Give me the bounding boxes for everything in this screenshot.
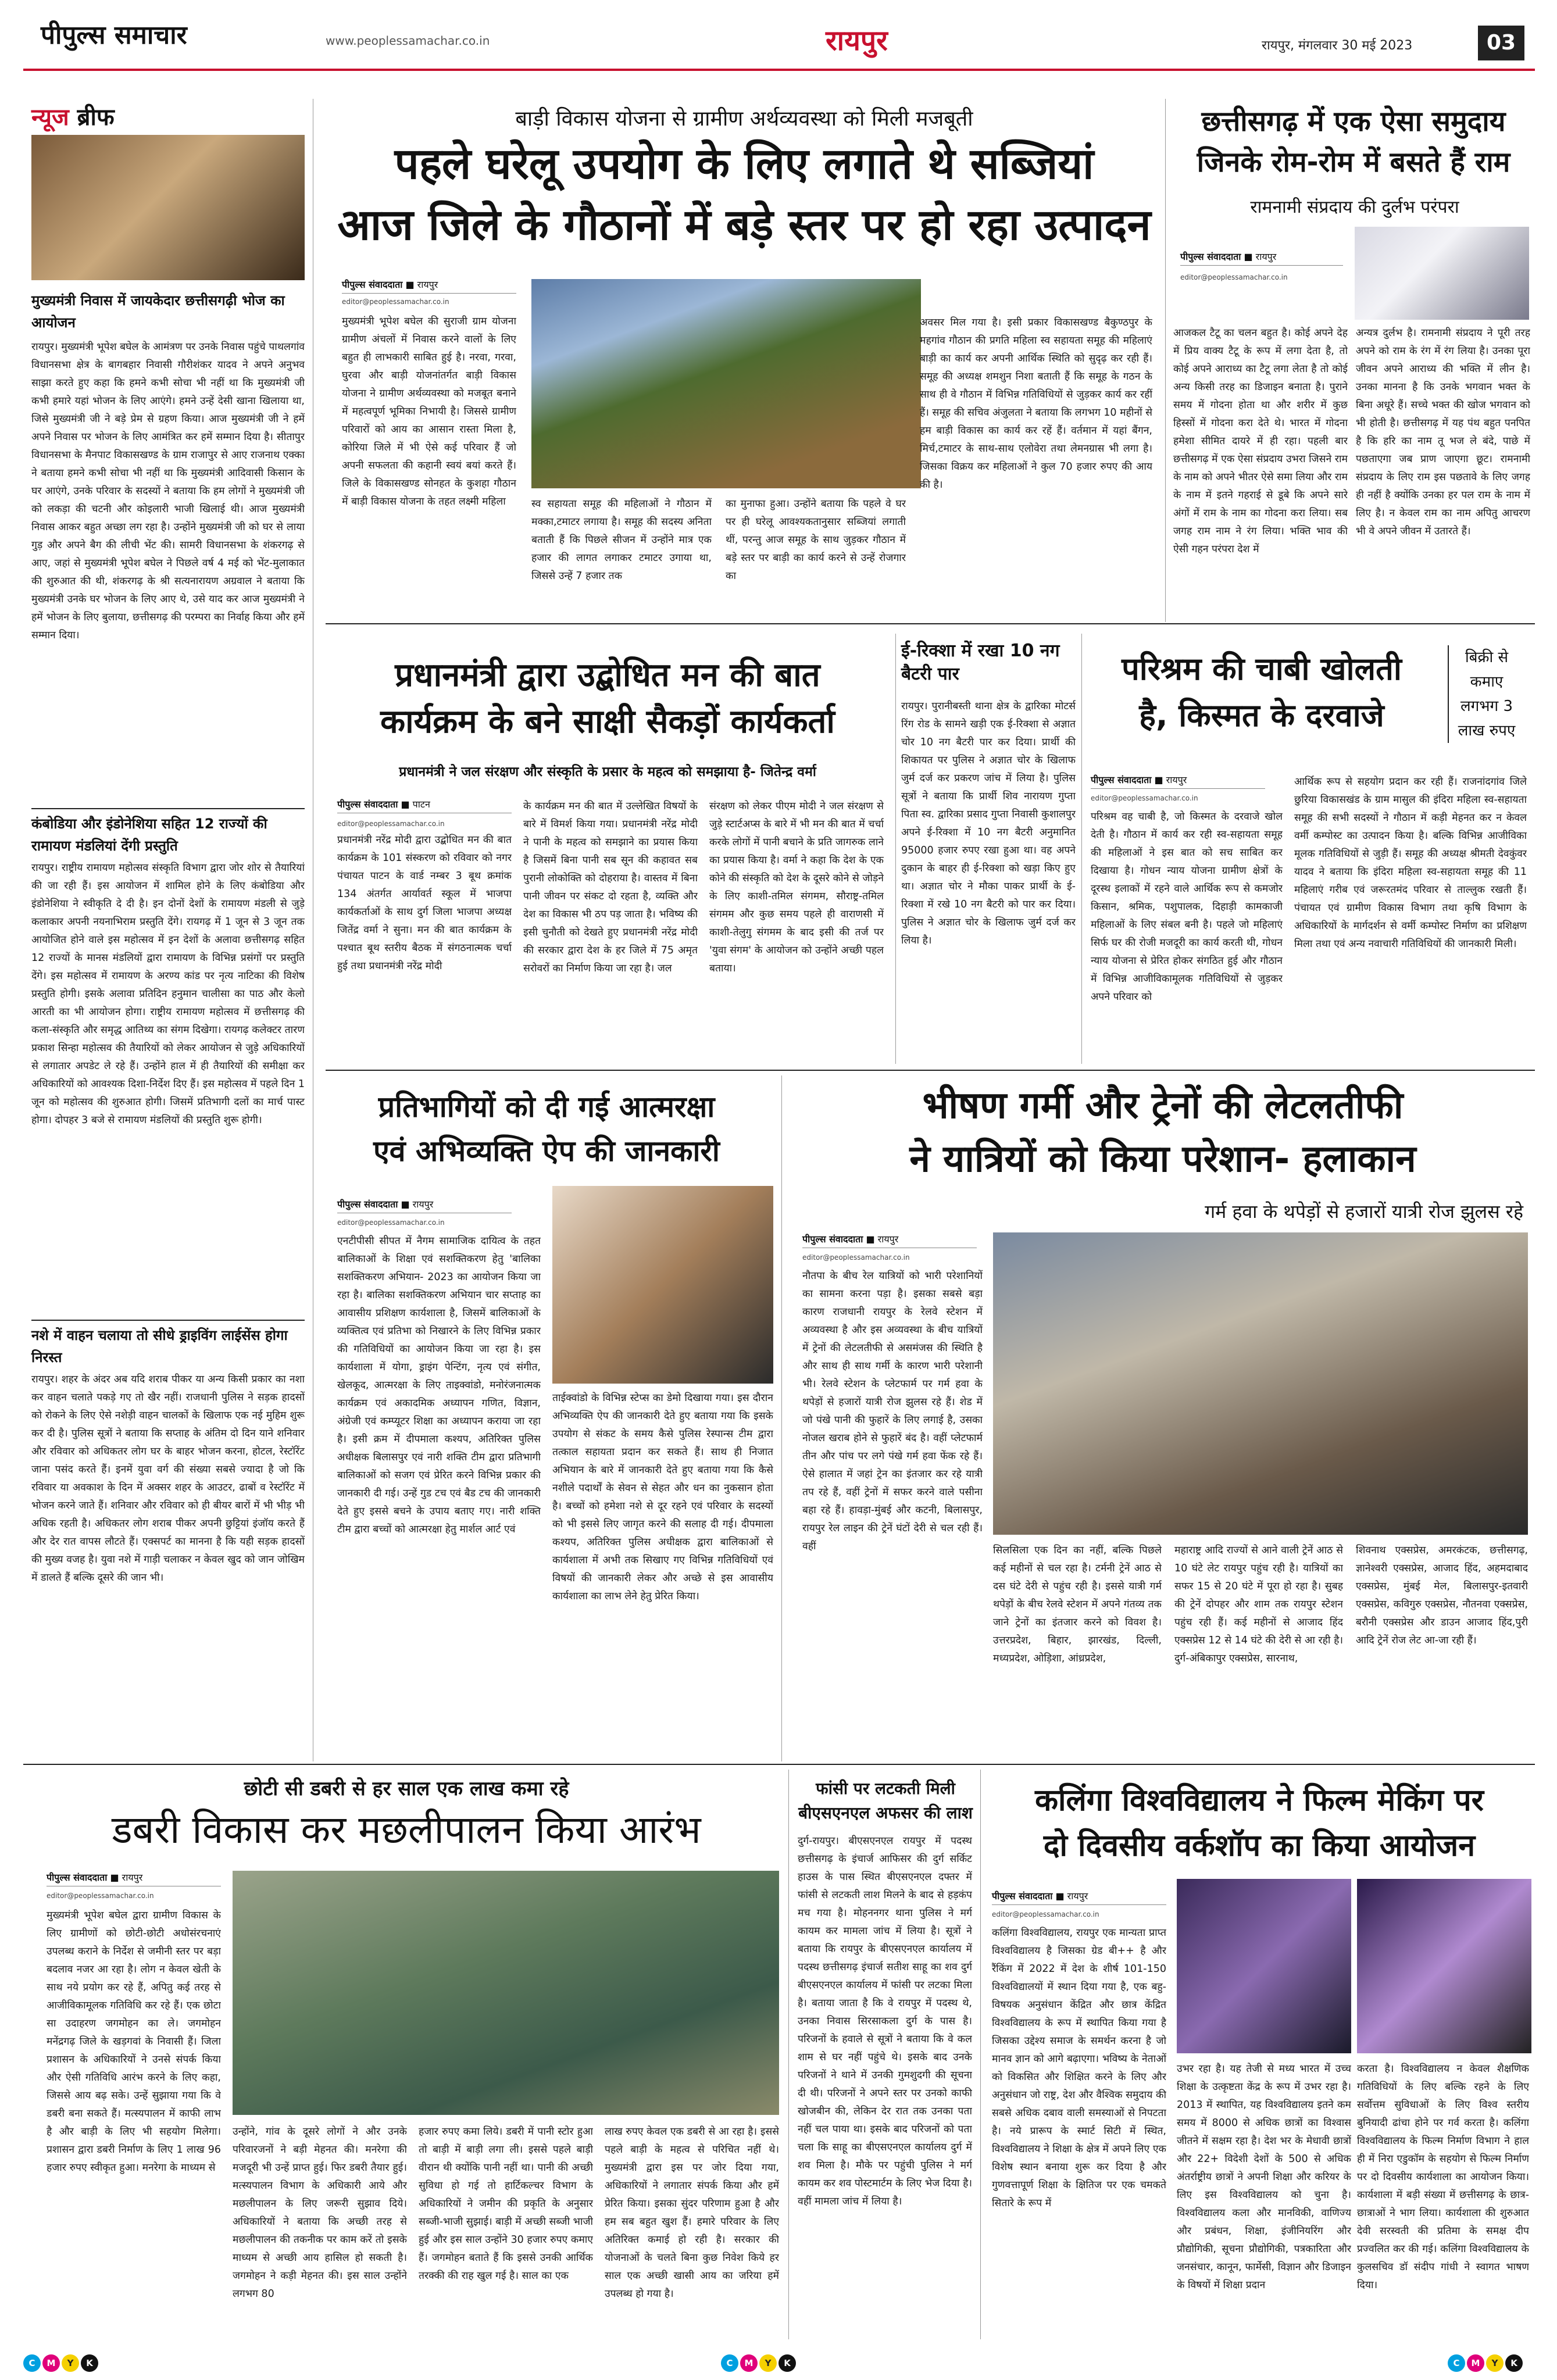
kalinga-col-3: करता है। विश्वविद्यालय न केवल शैक्षणिक गतिविधियों के लिए बल्कि रहने के लिए सर्वोत्तम सुविधाओं के लिए विश्व स्तरीय बुनियादी ढांचा होने पर गर्व करता है। कलिंगा विश्वविद्यालय के फिल्म निर्माण विभाग ने हाल ही में निरा एडुकॉम के सहयोग से फिल्म निर्माण पर दो दिवसीय कार्यशाला का आयोजन किया। कार्यशाला में बड़ी संख्या में छत्तीसगढ़ के छात्र-छात्राओं ने भाग लिया। कार्यशाला की शुरुआत देवी सरस्वती की प्रतिमा के समक्ष दीप प्रज्वलित कर की गई। कलिंगा विश्वविद्यालय के कुलसचिव डॉ संदीप गांधी ने स्वागत भाषण दिया। <box>1357 2063 1529 2291</box>
parishram-byline: पीपुल्स संवाददाता ■ रायपुर <box>1091 773 1265 789</box>
kalinga-photo-1 <box>1177 1879 1351 2053</box>
ram-col-1: आजकल टैटू का चलन बहुत है। कोई अपने देह में प्रिय वाक्य टैटू के रूप में लगा देता है, तो कोई अपने आराध्य का टैटू लगा लेता है तो कोई अन्य किसी तरह का डिजाइन बनाता है। पुराने समय में गोदना होता था और शरीर में कुछ हिस्सों में गोदना करा देते थे। भारत में गोदना हमेशा सीमित दायरे में ही रहा। पहली बार छत्तीसगढ़ में एक ऐसा संप्रदाय उभरा जिसने राम के नाम को अपने भीतर ऐसे समा लिया और राम के नाम में इतने गहराई से डूबे कि अपने सारे अंगों में राम के नाम का गोदना करा लिया। सब जगह राम नाम ने रंग लिया। भक्ति भाव की ऐसी गहन परंपरा देश में <box>1173 327 1348 555</box>
lead-kicker: बाड़ी विकास योजना से ग्रामीण अर्थव्यवस्था को मिली मजबूती <box>515 107 973 131</box>
section-rule-3 <box>23 1764 1535 1765</box>
kalinga-photo-2 <box>1357 1879 1531 2053</box>
suicide-kalinga-rule <box>980 1770 981 2339</box>
selfdef-col-1: एनटीपीसी सीपत में नैगम सामाजिक दायित्व के तहत बालिकाओं के शिक्षा एवं सशक्तिकरण हेतु 'बालिका सशक्तिकरण अभियान- 2023 का आयोजन किया जा रहा है। बालिका सशक्तिकरण अभियान चार सप्ताह का आवासीय प्रशिक्षण कार्यशाला है, जिसमें बालिकाओं के व्यक्तित्व एवं प्रतिभा को निखारने के लिए विभिन्न प्रकार की गतिविधियों का आयोजन किया जा रहा है। इस कार्यशाला में योगा, ड्राइंग पेन्टिंग, नृत्य एवं संगीत, खेलकूद, आत्मरक्षा के लिए ताइक्वांडो, मनोरंजनात्मक कार्यक्रम एवं अकादमिक अध्यापन गणित, विज्ञान, अंग्रेजी एवं कम्प्यूटर शिक्षा का अध्यापन कराया जा रहा है। इसी क्रम में दीपमाला कश्यप, अतिरिक्त पुलिस अधीक्षक बिलासपुर एवं नारी शक्ति टीम द्वारा प्रतिभागी बालिकाओं को सजग एवं प्रेरित करने विभिन्न प्रकार की जानकारी दी गई। उन्हें गुड टच एवं बैड टच की जानकारी देते हुए इससे बचने के उपाय बताए गए। नारी शक्ति टीम द्वारा बच्चों को आत्मरक्षा हेतु मार्शल आर्ट एवं <box>337 1235 541 1535</box>
ramnami-photo <box>1355 227 1529 320</box>
cmyk-k-mark: K <box>1505 2354 1523 2372</box>
cmyk-m-mark: M <box>740 2354 758 2372</box>
cmyk-m-mark: M <box>42 2354 60 2372</box>
issue-date: रायपुर, मंगलवार 30 मई 2023 <box>1262 38 1413 53</box>
selfdef-byline-name: पीपुल्स संवाददाता <box>337 1199 398 1210</box>
heat-headline-1: भीषण गर्मी और ट्रेनों की लेटलतीफी <box>922 1084 1404 1127</box>
lead-farm-photo <box>531 279 921 488</box>
mkb-byline-name: पीपुल्स संवाददाता <box>337 799 398 810</box>
newspaper-logo: पीपुल्स समाचार <box>41 20 187 50</box>
lead-headline-1: पहले घरेलू उपयोग के लिए लगाते थे सब्जियां <box>394 139 1094 189</box>
parishram-byline-city: रायपुर <box>1166 774 1187 785</box>
lead-col-2: स्व सहायता समूह की महिलाओं ने गौठान में मक्का,टमाटर लगाया है। समूह की सदस्य अनिता बताती हैं कि पिछले सीजन में उन्होंने मात्र एक हजार की लागत लगाकर टमाटर उगाया था, जिससे उन्हें 7 हजार तक <box>531 498 712 582</box>
mkb-col-2: के कार्यक्रम मन की बात में उल्लेखित विषयों के बारे में विमर्श किया गया। प्रधानमंत्री नरेंद्र मोदी ने पानी के महत्व को समझाने का प्रयास किया है जिसमें बिना पानी सब सून की कहावत सब पुरानी लोकोक्ति को दोहराया है। वास्तव में बिना पानी जीवन पर संकट दो रहता है, व्यक्ति और देश का विकास भी ठप पड़ जाता है। भविष्य की इसी चुनौती को देखते हुए प्रधानमंत्री नरेंद्र मोदी की सरकार द्वारा देश के हर जिले में 75 अमृत सरोवरों का निर्माण किया जा रहा है। जल <box>523 801 698 974</box>
fish-pond-photo <box>233 1871 779 2115</box>
mkb-col-1: प्रधानमंत्री नरेंद्र मोदी द्वारा उद्बोधित मन की बात कार्यक्रम के 101 संस्करण को रविवार को नगर पंचायत पाटन के वार्ड नम्बर 3 बूथ क्रमांक 134 अंतर्गत आर्यावर्त स्कूल में भाजपा कार्यकर्ताओं के साथ दुर्ग जिला भाजपा अध्यक्ष जितेंद्र वर्मा ने सुना। मन की बात कार्यक्रम के पश्चात बूथ स्तरीय बैठक में संगठनात्मक चर्चा हुई तथा प्रधानमंत्री नरेंद्र मोदी <box>337 834 512 972</box>
ram-headline-1: छत्तीसगढ़ में एक ऐसा समुदाय <box>1201 105 1506 138</box>
ram-byline-city: रायपुर <box>1255 251 1277 262</box>
parishram-headline-2: है, किस्मत के दरवाजे <box>1139 697 1384 734</box>
dabri-suicide-rule <box>788 1770 789 2339</box>
parishram-side-note: बिक्री से कमाए लगभग 3 लाख रुपए <box>1448 645 1524 743</box>
lead-byline-name: पीपुल्स संवाददाता <box>342 279 403 290</box>
parishram-col-2: आर्थिक रूप से सहयोग प्रदान कर रही हैं। राजनांदगांव जिले छुरिया विकासखंड के ग्राम मासुल की इंदिरा महिला स्व-सहायता समूह की सभी सदस्यों ने गौठान में कड़ी मेहनत कर न केवल वर्मी कम्पोस्ट का उत्पादन किया है। बल्कि विभिन्न आजीविका मूलक गतिविधियों से जुड़ी हैं। समूह की अध्यक्ष श्रीमती देवकुंवर यादव ने बताया कि इंदिरा महिला स्व-सहायता समूह की 11 महिलाएं गरीब एवं जरूरतमंद परिवार से ताल्लुक रखती हैं। पंचायत एवं ग्रामीण विकास विभाग तथा कृषि विभाग के अधिकारियों के मार्गदर्शन से वर्मी कम्पोस्ट निर्माण का प्रशिक्षण मिला तथा एवं अन्य नवाचारी गतिविधियों की जानकारी मिली। <box>1294 776 1527 950</box>
lead-col-1: मुख्यमंत्री भूपेश बघेल की सुराजी ग्राम योजना ग्रामीण अंचलों में निवास करने वालों के लिए बहुत ही लाभकारी साबित हुई है। नरवा, गरवा, घुरवा और बाड़ी योजनांतर्गत बाड़ी विकास योजना ने ग्रामीण अर्थव्यवस्था को मजबूत बनाने में महत्वपूर्ण भूमिका निभायी है। जिससे ग्रामीण परिवारों को आय का आसान रास्ता मिला है, कोरिया जिले में भी ऐसे कई परिवार हैं जो अपनी सफलता की कहानी स्वयं बयां करते हैं। जिले के विकासखण्ड सोनहत के कुशहा गौठान में बाड़ी विकास योजना के तहत लक्ष्मी महिला <box>342 316 516 508</box>
brief-2-headline: कंबोडिया और इंडोनेशिया सहित 12 राज्यों की रामायण मंडलियां देंगी प्रस्तुति <box>31 816 267 854</box>
cmyk-c-mark: C <box>1448 2354 1465 2372</box>
mkb-byline-city: पाटन <box>412 799 430 810</box>
cmyk-k-mark: K <box>779 2354 796 2372</box>
erickshaw-headline: ई-रिक्शा में रखा 10 नग बैटरी पार <box>901 641 1060 684</box>
section-rule-2 <box>326 1070 1535 1071</box>
heat-byline-city: रायपुर <box>877 1234 899 1245</box>
suicide-headline-1: फांसी पर लटकती मिली <box>816 1779 955 1798</box>
kalinga-headline-1: कलिंगा विश्वविद्यालय ने फिल्म मेकिंग पर <box>1035 1783 1484 1818</box>
section-rule-1 <box>326 623 1535 624</box>
kalinga-col-2: उभर रहा है। यह तेजी से मध्य भारत में उच्च शिक्षा के उत्कृष्टता केंद्र के रूप में उभर रहा है। 2013 में स्थापित, यह विश्वविद्यालय इतने कम समय में 8000 से अधिक छात्रों का विश्वास जीतने में सक्षम रहा है। देश भर के मेधावी छात्रों और 22+ विदेशी देशों के 500 से अधिक अंतर्राष्ट्रीय छात्रों ने अपनी शिक्षा और करियर के लिए इस विश्वविद्यालय को चुना है। विश्वविद्यालय कला और मानविकी, वाणिज्य और प्रबंधन, शिक्षा, इंजीनियरिंग और प्रौद्योगिकी, सूचना प्रौद्योगिकी, पत्रकारिता और जनसंचार, कानून, फार्मेसी, विज्ञान और डिजाइन के विषयों में शिक्षा प्रदान <box>1177 2063 1351 2291</box>
parishram-col-1: परिश्रम वह चाबी है, जो किस्मत के दरवाजे खोल देती है। गौठान में कार्य कर रही स्व-सहायता समूह की महिलाओं ने इस बात को सच साबित कर दिखाया है। गोधन न्याय योजना ग्रामीण क्षेत्रों के दूरस्थ इलाकों में रहने वाले आर्थिक रूप से कमजोर किसान, श्रमिक, पशुपालक, दिहाड़ी कामकाजी महिलाओं के लिए संबल बनी है। पहले जो महिलाएं सिर्फ घर की रोजी मजदूरी का कार्य करती थी, गोधन न्याय योजना से प्रेरित होकर संगठित हुई और गौठान में विभिन्न आजीविकामूलक गतिविधियों से जुड़कर अपने परिवार को <box>1091 811 1283 1003</box>
mkb-headline-1: प्रधानमंत्री द्वारा उद्बोधित मन की बात <box>395 656 820 694</box>
kalinga-byline-name: पीपुल्स संवाददाता <box>992 1891 1053 1902</box>
dabri-col-1: मुख्यमंत्री भूपेश बघेल द्वारा ग्रामीण विकास के लिए ग्रामीणों को छोटी-छोटी अधोसंरचनाएं उपलब्ध कराने के निर्देश से जमीनी स्तर पर बड़ा बदलाव नजर आ रहा है। लोग न केवल खेती के साथ नये प्रयोग कर रहे हैं, अपितु कई तरह से आजीविकामूलक गतिविधि कर रहे हैं। एक छोटा सा उदाहरण जगमोहन का ले। जगमोहन मनेंद्रगढ़ जिले के खड़गवां के निवासी हैं। जिला प्रशासन के अधिकारियों ने उनसे संपर्क किया और ऐसी गतिविधि आरंभ करने के लिए कहा, जिससे आय बढ़ सके। उन्हें सुझाया गया कि वे डबरी बना सकते हैं। मत्स्यपालन में काफी लाभ है और बाड़ी के लिए भी सहयोग मिलेगा। प्रशासन द्वारा डबरी निर्माण के लिए 1 लाख 96 हजार रुपए स्वीकृत हुआ। मनरेगा के माध्यम से <box>47 1910 221 2174</box>
cm-lunch-photo <box>31 135 305 280</box>
cmyk-c-mark: C <box>721 2354 738 2372</box>
brief-1-body: रायपुर। मुख्यमंत्री भूपेश बघेल के आमंत्रण पर उनके निवास पहुंचे पाथलगांव विधानसभा क्षेत्र के बागबहार निवासी गौरीशंकर यादव ने अपने अनुभव साझा करते हुए कहा कि हमने कभी सोचा भी नहीं था कि मुख्यमंत्री जी कभी हमारे यहां भोजन के लिए आएंगे। हमने उन्हें देसी खाना खिलाया था, जिसे मुख्यमंत्री जी ने बड़े प्रेम से ग्रहण किया। आज मुख्यमंत्री जी ने हमें अपने निवास पर भोजन के लिए आमंत्रित कर हमें सम्मान दिया है। सीतापुर विधानसभा के मैनपाट विकासखण्ड के ग्राम राजापुर से आए राजनाथ एक्का ने बताया हमने कभी सोचा भी नहीं था कि मुख्यमंत्री आदिवासी किसान के घर आएंगे, उनके परिवार के सदस्यों ने बताया कि हम लोगों ने मुख्यमंत्री जी को लकड़ा की चटनी और कोइलारी भाजी खिलाई थी। आज मुख्यमंत्री निवास आकर बहुत अच्छा लग रहा है। उन्होंने मुख्यमंत्री जी को घर से लाया गुड़ और अपने बैग की लीची भेंट की। सामरी विधानसभा के शंकरगढ़ से आए, जहां से मुख्यमंत्री भूपेश बघेल ने पिछले वर्ष 4 मई को भेंट-मुलाकात की शुरुआत की थी, शंकरगढ़ के श्री सत्यनारायण अग्रवाल ने बताया कि मुख्यमंत्री उनके घर भोजन के लिए आए थे, उसे याद कर आज मुख्यमंत्री ने हमें भोजन के लिए बुलाया, छत्तीसगढ़ की परम्परा का निर्वाह किया और हमें सम्मान दिया। <box>31 341 305 641</box>
cmyk-y-mark: Y <box>759 2354 777 2372</box>
brief-3-body: रायपुर। शहर के अंदर अब यदि शराब पीकर या अन्य किसी प्रकार का नशा कर वाहन चलाते पकड़े गए तो खैर नहीं। राजधानी पुलिस ने सड़क हादसों को रोकने के लिए ऐसे नशेड़ी वाहन चालकों के खिलाफ एक नई मुहिम शुरू कर दी है। पुलिस सूत्रों ने बताया कि सप्ताह के अंतिम दो दिन याने शनिवार और रविवार को अधिकतर लोग घर के बाहर भोजन करना, होटल, रेस्टॉरेंट जाना पसंद करते हैं। इनमें युवा वर्ग की संख्या सबसे ज्यादा है जो कि रविवार या अवकाश के दिन में अक्सर शहर के आउटर, ढाबों व रेस्टॉरेंट में भोजन करने जाते हैं। शनिवार और रविवार को ही बीयर बारों में भी भीड़ भी अधिक रहती है। अधिकतर लोग शराब पीकर अपनी छुट्टियां इंजॉय करते हैं और देर रात वापस लौटते हैं। एक्सपर्ट का मानना है कि यही सड़क हादसों की मुख्य वजह है। युवा नशे में गाड़ी चलाकर न केवल खुद को जान जोखिम में डालते हैं बल्कि दूसरे की जान भी। <box>31 1374 305 1584</box>
dabri-headline: डबरी विकास कर मछलीपालन किया आरंभ <box>112 1807 701 1852</box>
lead-col-4: अवसर मिल गया है। इसी प्रकार विकासखण्ड बैकुण्ठपुर के महगांव गौठान की प्रगति महिला स्व सहायता समूह की महिलाएं बाड़ी का कार्य कर अपनी आर्थिक स्थिति को सुदृढ़ कर रही हैं। समूह की अध्यक्ष शमशुन निशा बताती हैं कि समूह के गठन के साथ ही वे गौठान में विभिन्न गतिविधियों से जुड़कर कार्य कर रहीं हैं। समूह की सचिव अंजुलता ने बताया कि लगभग 10 महीनों से हम बाड़ी विकास का कार्य कर रहें हैं। वर्तमान में यहां बैंगन, मिर्च,टमाटर के साथ-साथ एलोवेरा तथा लेमनग्रास भी लगा है। जिसका विक्रय कर महिलाओं ने कुल 70 हजार रुपए की आय की है। <box>920 317 1152 491</box>
suicide-headline-2: बीएसएनएल अफसर की लाश <box>798 1803 973 1822</box>
mkb-byline: पीपुल्स संवाददाता ■ पाटन <box>337 798 512 813</box>
lead-byline-city: रायपुर <box>417 279 438 290</box>
mkb-headline-2: कार्यक्रम के बने साक्षी सैकड़ों कार्यकर्ता <box>380 703 835 741</box>
cmyk-c-mark: C <box>23 2354 41 2372</box>
mkb-erickshaw-rule <box>895 634 896 1064</box>
cmyk-marks-left <box>23 2354 100 2372</box>
brief-1-headline: मुख्यमंत्री निवास में जायकेदार छत्तीसगढ़ी भोज का आयोजन <box>31 292 285 331</box>
dabri-byline-city: रायपुर <box>122 1872 143 1883</box>
ram-subhead: रामनामी संप्रदाय की दुर्लभ परंपरा <box>1250 197 1459 217</box>
kalinga-email[interactable]: editor@peoplessamachar.co.in <box>992 1910 1099 1918</box>
selfdef-col-2: ताईक्वांडो के विभिन्न स्टेप्स का डेमो दिखाया गया। इस दौरान अभिव्यक्ति ऐप की जानकारी देते हुए बताया गया कि इसके उपयोग से संकट के समय कैसे पुलिस रेस्पान्स टीम द्वारा तत्काल सहायता प्रदान कर सकते हैं। साथ ही निजात अभियान के बारे में जानकारी देते हुए बताया गया कि कैसे नशीले पदार्थों के सेवन से सेहत और धन का नुकसान होता है। बच्चों को हमेशा नशे से दूर रहने एवं परिवार के सदस्यों को भी इससे लिए जागृत करने की सलाह दी गई। दीपमाला कश्यप, अतिरिक्त पुलिस अधीक्षक द्वारा बालिकाओं से कार्यशाला में अभी तक सिखाए गए विभिन्न गतिविधियों एवं विषयों की जानकारी लेकर और अच्छे से इस आवासीय कार्यशाला का लाभ लेने हेतु प्रेरित किया। <box>552 1392 773 1602</box>
page-number: 03 <box>1478 26 1524 60</box>
ram-col-2: अन्यत्र दुर्लभ है। रामनामी संप्रदाय ने पूरी तरह अपने को राम के रंग में रंग लिया है। उनका पूरा जीवन अपने आराध्य की भक्ति में लीन है। उनका मानना है कि उनके भगवान भक्त के बिना अधूरे हैं। सच्चे भक्त की खोज भगवान को भी होती है। छत्तीसगढ़ में यह पंथ बहुत पनपित है कि हरि का नाम तू भज ले बंदे, पाछे में पछताएगा जब प्राण जाएगा छूट। रामनामी संप्रदाय के लिए राम इस पछतावे के लिए जगह ही नहीं है क्योंकि उनका हर पल राम के नाम में लिए है। न केवल राम का नाम अपितु आचरण भी वे अपने जीवन में उतारते हैं। <box>1356 327 1530 537</box>
railway-station-photo <box>993 1232 1528 1535</box>
cmyk-marks-right <box>1448 2354 1524 2372</box>
heat-col-2: सिलसिला एक दिन का नहीं, बल्कि पिछले कई महीनों से चल रहा है। टर्मनी ट्रेनें आठ से दस घंटे देरी से पहुंच रही है। इससे यात्री गर्म थपेड़ों के बीच रेलवे स्टेशन में अपने गंतव्य तक जाने ट्रेनों का इंतजार करने को विवश है। उत्तरप्रदेश, बिहार, झारखंड, दिल्ली, मध्यप्रदेश, ओड़िशा, आंध्रप्रदेश, <box>993 1545 1162 1664</box>
lead-col-3: का मुनाफा हुआ। उन्होंने बताया कि पहले वे घर पर ही घरेलू आवश्यकतानुसार सब्जियां लगाती थीं, परन्तु आज समूह के साथ जुड़कर गौठान में बड़े स्तर पर बाड़ी का कार्य करने से उन्हें रोजगार का <box>726 498 906 582</box>
heat-email[interactable]: editor@peoplessamachar.co.in <box>802 1253 910 1262</box>
suicide-body: दुर्ग-रायपुर। बीएसएनएल रायपुर में पदस्थ छत्तीसगढ़ के इंचार्ज आफिसर की दुर्ग सर्किट हाउस के पास स्थित बीएसएनएल दफ्तर में फांसी से लटकती लाश मिलने के बाद से हड़कंप मच गया है। मोहननगर थाना पुलिस ने मर्ग कायम कर मामला जांच में लिया है। सूत्रों ने बताया कि रायपुर के बीएसएनएल कार्यालय में पदस्थ छत्तीसगढ़ इंचार्ज सतीश साहू का शव दुर्ग बीएसएनएल कार्यालय में फांसी पर लटका मिला है। बताया जाता है कि वे रायपुर में पदस्थ थे, उनका निवास सिरसाकला दुर्ग के पास है। परिजनों के हवाले से सूत्रों ने बताया कि वे कल शाम से घर नहीं पहुंचे थे। इसके बाद उनके परिजनों ने थाने में उनकी गुमशुदगी की सूचना दी थी। परिजनों ने अपने स्तर पर उनको काफी खोजबीन की, लेकिन देर रात तक उनका पता नहीं चल पाया था। इसके बाद परिजनों को पता चला कि साहू का बीएसएनएल कार्यालय दुर्ग में शव मिला है। मौके पर पहुंची पुलिस ने मर्ग कायम कर शव पोस्टमार्टम के लिए भेज दिया है। वहीं मामला जांच में लिया है। <box>798 1835 972 2207</box>
ram-headline-2: जिनके रोम-रोम में बसते हैं राम <box>1197 146 1510 178</box>
cmyk-y-mark: Y <box>62 2354 79 2372</box>
mkb-email[interactable]: editor@peoplessamachar.co.in <box>337 820 445 828</box>
brief-brief-word: ब्रीफ <box>77 104 115 131</box>
ram-email[interactable]: editor@peoplessamachar.co.in <box>1180 273 1288 281</box>
heat-headline-2: ने यात्रियों को किया परेशान- हलाकान <box>909 1138 1416 1181</box>
selfdef-byline-city: रायपुर <box>412 1199 434 1210</box>
selfdef-headline-1: प्रतिभागियों को दी गई आत्मरक्षा <box>378 1090 715 1124</box>
cmyk-m-mark: M <box>1467 2354 1484 2372</box>
heat-col-4: शिवनाथ एक्सप्रेस, अमरकंटक, छत्तीसगढ़, ज्ञानेश्वरी एक्सप्रेस, आजाद हिंद, अहमदाबाद एक्सप्रेस, मुंबई मेल, बिलासपुर-इतवारी एक्सप्रेस, कविगुरु एक्सप्रेस, नौतनवा एक्सप्रेस, बरौनी एक्सप्रेस और डाउन आजाद हिंद,पुरी आदि ट्रेनें रोज लेट आ-जा रही हैं। <box>1356 1545 1528 1646</box>
dabri-byline: पीपुल्स संवाददाता ■ रायपुर <box>47 1871 221 1886</box>
cmyk-k-mark: K <box>81 2354 98 2372</box>
news-brief-label <box>31 100 115 132</box>
lead-byline: पीपुल्स संवाददाता ■ रायपुर <box>342 278 516 294</box>
kalinga-byline-city: रायपुर <box>1067 1891 1088 1902</box>
heat-subhead: गर्म हवा के थपेड़ों से हजारों यात्री रोज झुलस रहे <box>1205 1200 1523 1223</box>
brief-news-word: न्यूज <box>31 104 69 131</box>
lead-ram-rule <box>1165 99 1166 622</box>
mkb-subhead: प्रधानमंत्री ने जल संरक्षण और संस्कृति के प्रसार के महत्व को समझाया है- जितेन्द्र वर्मा <box>399 764 816 780</box>
brief-divider-2 <box>31 1320 305 1321</box>
kalinga-col-1: कलिंगा विश्वविद्यालय, रायपुर एक मान्यता प्राप्त विश्वविद्यालय है जिसका ग्रेड बी++ है और रैंकिंग में 2022 में देश के शीर्ष 101-150 विश्वविद्यालयों में स्थान दिया गया है, एक बहु-विषयक अनुसंधान केंद्रित और छात्र केंद्रित विश्वविद्यालय के रूप में स्थापित किया गया है जिसका उद्देश्य समाज के समर्थन करना है जो मानव ज्ञान को आगे बढ़ाएगा। भविष्य के नेताओं को विकसित और शिक्षित करने के लिए और अनुसंधान जो राष्ट्र, देश और वैश्विक समुदाय की सबसे अधिक दबाव वाली समस्याओं से निपटता है। नये प्रारूप के स्मार्ट सिटी में स्थित, विश्वविद्यालय ने शिक्षा के क्षेत्र में अपने लिए एक विशेष स्थान बनाया शुरू कर दिया है और गुणवत्तापूर्ण शिक्षा के क्षितिज पर एक चमकते सितारे के रूप में <box>992 1927 1166 2209</box>
dabri-col-2: उन्होंने, गांव के दूसरे लोगों ने और उनके परिवारजनों ने बड़ी मेहनत की। मनरेगा की मजदूरी भी उन्हें प्राप्त हुई। फिर डबरी तैयार हुई। मत्स्यपालन विभाग के अधिकारी आये और मछलीपालन के लिए जरूरी सुझाव दिये। अधिकारियों ने बताया कि अच्छी तरह से मछलीपालन की तकनीक पर काम करें तो इसके माध्यम से अच्छी आय हासिल हो सकती है। जगमोहन ने कड़ी मेहनत की। इस साल उन्होंने लगभग 80 <box>233 2126 407 2300</box>
selfdef-email[interactable]: editor@peoplessamachar.co.in <box>337 1218 445 1227</box>
website-url[interactable]: www.peoplessamachar.co.in <box>326 34 490 48</box>
lead-headline-2: आज जिले के गौठानों में बड़े स्तर पर हो रहा उत्पादन <box>337 200 1151 250</box>
brief-3-headline: नशे में वाहन चलाया तो सीधे ड्राइविंग लाईसेंस होगा निरस्त <box>31 1327 288 1366</box>
heat-col-1: नौतपा के बीच रेल यात्रियों को भारी परेशानियों का सामना करना पड़ा है। इसका सबसे बड़ा कारण राजधानी रायपुर के रेलवे स्टेशन में अव्यवस्था है और इस अव्यवस्था के बीच यात्रियों में ट्रेनों की लेटलतीफी से असमंजस की स्थिति है और साथ ही साथ गर्मी के कारण भारी परेशानी भी। रेलवे स्टेशन के प्लेटफार्म पर गर्म हवा के थपेड़ों से हजारों यात्री रोज झुलस रहे हैं। शेड में जो पंखे पानी की फुहारें के लिए लगाई है, उसका नोजल खराब होने से फुहारें बंद है। वहीं प्लेटफार्म तीन और पांच पर लगे पंखे गर्म हवा फेंक रहे हैं। ऐसे हालात में जहां ट्रेन का इंतजार कर रहे यात्री तप रहे हैं, वहीं ट्रेनों में सफर करने वाले पसीना बहा रहे हैं। हावड़ा-मुंबई और कटनी, बिलासपुर, रायपुर रेल लाइन की ट्रेनें घंटों देरी से चल रही हैं। वहीं <box>802 1270 983 1552</box>
heat-byline-name: पीपुल्स संवाददाता <box>802 1234 863 1245</box>
ram-byline: पीपुल्स संवाददाता ■ रायपुर <box>1180 250 1343 266</box>
selfdef-byline: पीपुल्स संवाददाता ■ रायपुर <box>337 1198 512 1213</box>
dabri-email[interactable]: editor@peoplessamachar.co.in <box>47 1892 154 1900</box>
masthead-rule <box>23 69 1535 71</box>
lead-email[interactable]: editor@peoplessamachar.co.in <box>342 298 449 306</box>
mkb-col-3: संरक्षण को लेकर पीएम मोदी ने जल संरक्षण से जुड़े स्टार्टअप्स के बारे में भी मन की बात में चर्चा करके लोगों में पानी बचाने के प्रति जागरुक लाने का प्रयास किया है। वर्मा ने कहा कि देश के एक कोने की संस्कृति को देश के दूसरे कोने से जोड़ने के लिए काशी-तमिल संगमम, सौराष्ट्र-तमिल संगमम और कुछ समय पहले ही वाराणसी में काशी-तेलुगु संगमम के बाद इसी की तर्ज पर 'युवा संगम' के आयोजन को उन्होंने अच्छी पहल बताया। <box>709 801 884 974</box>
brief-divider-1 <box>31 808 305 809</box>
erickshaw-body: रायपुर। पुरानीबस्ती थाना क्षेत्र के द्वारिका मोटर्स रिंग रोड के सामने खड़ी एक ई-रिक्शा से अज्ञात चोर 10 नग बैटरी पार कर दिया। प्रार्थी की शिकायत पर पुलिस ने अज्ञात चोर के खिलाफ जुर्म दर्ज कर प्रकरण जांच में लिया है। पुलिस सूत्रों ने बताया कि प्रार्थी शिव नारायण गुप्ता पिता स्व. द्वारिका प्रसाद गुप्ता निवासी कुशालपुर अपने ई-रिक्शा में 10 नग बैटरी अनुमानित 95000 हजार रुपए रखा हुआ था। वह अपने दुकान के बाहर ही ई-रिक्शा को खड़ा किए हुए था। अज्ञात चोर ने मौका पाकर प्रार्थी के ई-रिक्शा में रखे 10 नग बैटरी को पार कर दिया। पुलिस ने अज्ञात चोर के खिलाफ जुर्म दर्ज कर लिया है। <box>901 701 1076 946</box>
cmyk-y-mark: Y <box>1486 2354 1504 2372</box>
dabri-col-4: लाख रुपए केवल एक डबरी से आ रहा है। इससे पहले बाड़ी के महत्व से परिचित नहीं थे। मुख्यमंत्री द्वारा इस पर जोर दिया गया, अधिकारियों ने लगातार संपर्क किया और हमें प्रेरित किया। इसका सुंदर परिणाम हुआ है और हम सब बहुत खुश हैं। हमारे परिवार के लिए अतिरिक्त कमाई हो रही है। सरकार की योजनाओं के चलते बिना कुछ निवेश किये हर साल एक अच्छी खासी आय का जरिया हमें उपलब्ध हो गया है। <box>605 2126 779 2300</box>
selfdef-heat-rule <box>781 1075 782 1761</box>
masthead <box>0 0 1557 70</box>
dabri-col-3: हजार रुपए कमा लिये। डबरी में पानी स्टोर हुआ तो बाड़ी में बाड़ी लगा ली। इससे पहले बाड़ी वीरान थी क्योंकि पानी नहीं था। पानी की अच्छी सुविधा हो गई तो हार्टिकल्चर विभाग के अधिकारियों ने जमीन की प्रकृति के अनुसार सब्जी-भाजी सुझाई। बाड़ी में अच्छी सब्जी भाजी हुई और इस साल उन्होंने 30 हजार रुपए कमाए हैं। जगमोहन बताते हैं कि इससे उनकी आर्थिक तरक्की की राह खुल गई है। साल का एक <box>419 2126 593 2282</box>
parishram-email[interactable]: editor@peoplessamachar.co.in <box>1091 794 1198 802</box>
heat-col-3: महाराष्ट्र आदि राज्यों से आने वाली ट्रेनें आठ से 10 घंटे लेट रायपुर पहुंच रही है। यात्रियों का सफर 15 से 20 घंटे में पूरा हो रहा है। सुबह की ट्रेनें दोपहर और शाम तक रायपुर स्टेशन पहुंच रही हैं। कई महीनों से आजाद हिंद एक्सप्रेस 12 से 14 घंटे की देरी से आ रही है। दुर्ग-अंबिकापुर एक्सप्रेस, सारनाथ, <box>1174 1545 1343 1664</box>
ram-byline-name: पीपुल्स संवाददाता <box>1180 251 1241 262</box>
brief-2-body: रायपुर। राष्ट्रीय रामायण महोत्सव संस्कृति विभाग द्वारा जोर शोर से तैयारियां की जा रही हैं। इस आयोजन में शामिल होने के लिए कंबोडिया और इंडोनेशिया ने स्वीकृति दे दी है। इन दोनों देशों के रामायण मंडली से जुड़े कलाकार अपनी नयनाभिराम प्रस्तुति देंगे। रायगढ़ में 1 जून से 3 जून तक आयोजित होने वाले इस महोत्सव में इन देशों के अलावा छत्तीसगढ़ सहित 12 राज्यों के मानस मंडलियों द्वारा रामायण के विभिन्न प्रसंगों पर प्रस्तुति देंगे। इस महोत्सव में रामायण के अरण्य कांड पर नृत्य नाटिका की विशेष प्रस्तुति होगी। इसके अलावा प्रतिदिन हनुमान चालीसा का पाठ और केलो आरती का भी आयोजन होगा। राष्ट्रीय रामायण महोत्सव में छत्तीसगढ़ की कला-संस्कृति और समृद्ध आतिथ्य का संगम दिखेगा। रायगढ़ कलेक्टर तारण प्रकाश सिन्हा महोत्सव की तैयारियों को लेकर आयोजन से जुड़े अधिकारियों से लगातार अपडेट ले रहे हैं। उन्होंने हाल में ही तैयारियों की समीक्षा कर अधिकारियों को आवश्यक दिशा-निर्देश दिए हैं। इस महोत्सव में पहले दिन 1 जून को महोत्सव की शुरुआत होगी। जिसमें प्रतिभागी दलों का मार्च पास्ट होगा। दोपहर 3 बजे से रामायण मंडलियों की प्रस्तुति शुरू होगी। <box>31 862 305 1126</box>
cmyk-marks-center <box>721 2354 798 2372</box>
selfdef-headline-2: एवं अभिव्यक्ति ऐप की जानकारी <box>373 1134 720 1168</box>
dabri-byline-name: पीपुल्स संवाददाता <box>47 1872 108 1883</box>
dabri-kicker: छोटी सी डबरी से हर साल एक लाख कमा रहे <box>244 1777 569 1800</box>
parishram-headline-1: परिश्रम की चाबी खोलती <box>1122 651 1402 687</box>
heat-byline: पीपुल्स संवाददाता ■ रायपुर <box>802 1232 977 1248</box>
city-title: रायपुर <box>826 24 888 57</box>
selfdef-photo <box>552 1186 773 1384</box>
kalinga-byline: पीपुल्स संवाददाता ■ रायपुर <box>992 1889 1166 1905</box>
kalinga-headline-2: दो दिवसीय वर्कशॉप का किया आयोजन <box>1043 1828 1476 1863</box>
parishram-byline-name: पीपुल्स संवाददाता <box>1091 774 1152 785</box>
